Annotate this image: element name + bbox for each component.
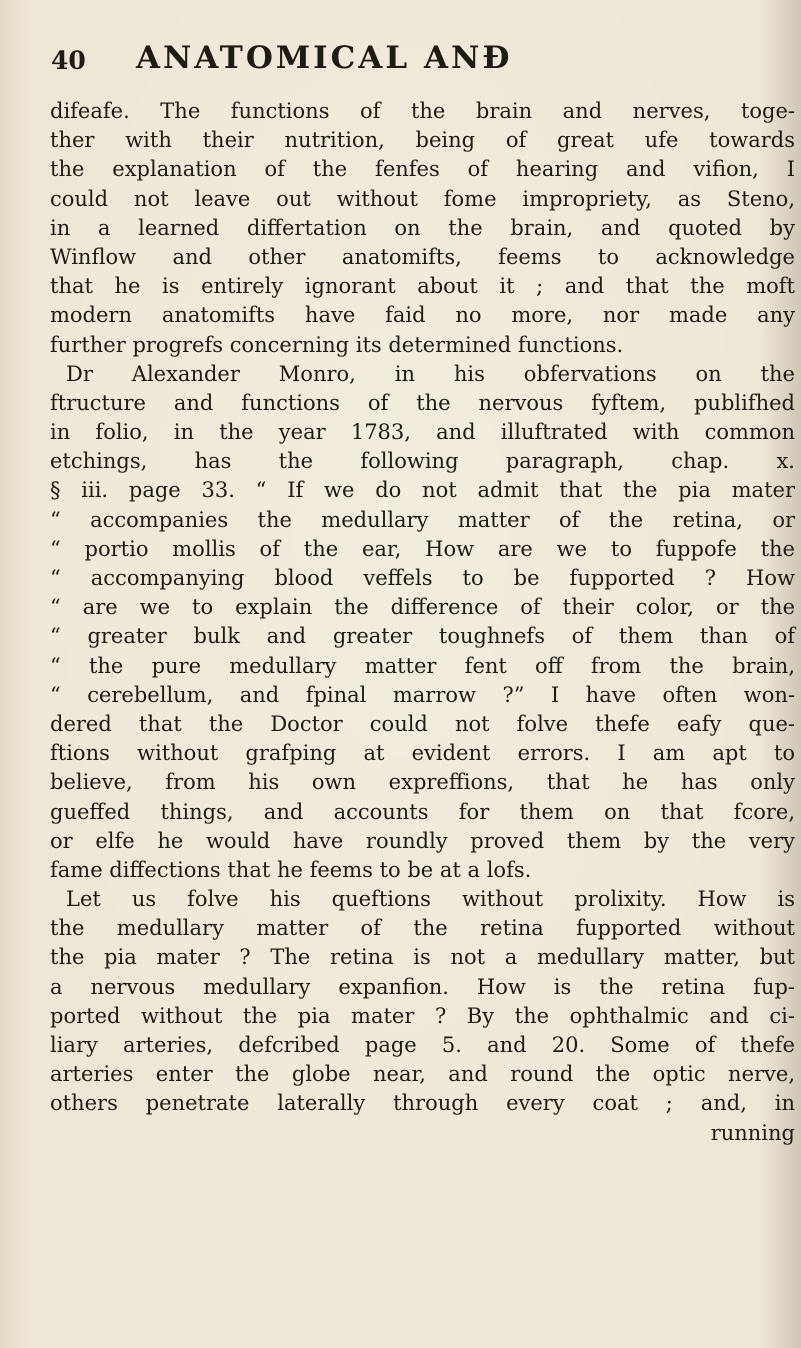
text-line: arteries enter the globe near, and round the optic nerve, xyxy=(50,1062,795,1087)
page-header xyxy=(0,40,801,90)
text-line: “ portio mollis of the ear, How are we to fuppofe the xyxy=(50,536,795,561)
text-line: gueffed things, and accounts for them on that fcore, xyxy=(50,799,795,824)
text-line: ported without the pia mater ? By the ophthalmic and ci- xyxy=(50,1003,795,1028)
text-line: in a learned differtation on the brain, and quoted by xyxy=(50,215,795,240)
text-line: ftions without grafping at evident errors. I am apt to xyxy=(50,741,795,766)
page-number: 40 xyxy=(51,46,86,75)
text-line: dered that the Doctor could not folve thefe eafy que- xyxy=(50,711,795,736)
text-line: the pia mater ? The retina is not a medullary matter, but xyxy=(50,945,795,970)
text-line: “ accompanies the medullary matter of the retina, or xyxy=(50,507,795,532)
text-line: etchings, has the following paragraph, chap. x. xyxy=(50,449,795,474)
text-line: “ are we to explain the difference of their color, or the xyxy=(50,595,795,620)
text-line: the medullary matter of the retina fupported without xyxy=(50,916,795,941)
text-line: in folio, in the year 1783, and illuftrated with common xyxy=(50,420,795,445)
text-line: difeafe. The functions of the brain and nerves, toge‑ xyxy=(50,99,795,123)
text-line: the explanation of the fenfes of hearing and vifion, I xyxy=(50,157,795,182)
catchword: running xyxy=(710,1120,795,1145)
text-line: ftructure and functions of the nervous fyftem, publifhed xyxy=(50,390,795,415)
text-line: “ accompanying blood veffels to be fupported ? How xyxy=(50,566,795,590)
text-line: further progrefs concerning its determined functions. xyxy=(50,332,624,357)
text-line: ther with their nutrition, being of great ufe towards xyxy=(50,128,795,153)
text-line: that he is entirely ignorant about it ; and that the moft xyxy=(50,274,795,299)
text-line: could not leave out without fome impropriety, as Steno, xyxy=(50,186,795,211)
text-line: or elfe he would have roundly proved them by the very xyxy=(50,828,795,853)
text-line: “ greater bulk and greater toughnefs of them than of xyxy=(50,624,795,649)
text-line: Let us folve his queftions without prolixity. How is xyxy=(66,887,795,912)
text-line: others penetrate laterally through every coat ; and, in xyxy=(50,1091,795,1116)
text-line: “ the pure medullary matter fent off from the brain, xyxy=(50,653,795,678)
text-line: Winflow and other anatomifts, feems to acknowledge xyxy=(50,244,795,269)
text-line: a nervous medullary expanfion. How is the retina fup- xyxy=(50,974,795,999)
text-line: believe, from his own expreffions, that he has only xyxy=(50,770,795,795)
text-line: § iii. page 33. “ If we do not admit that the pia mater xyxy=(50,478,795,503)
text-line: fame diffections that he feems to be at a lofs. xyxy=(50,857,532,882)
body-text xyxy=(50,97,795,1148)
text-line: modern anatomifts have faid no more, nor made any xyxy=(50,303,795,328)
text-line: Dr Alexander Monro, in his obfervations on the xyxy=(66,361,795,386)
text-line: “ cerebellum, and fpinal marrow ?” I have often won- xyxy=(50,682,795,707)
text-line: liary arteries, defcribed page 5. and 20. Some of thefe xyxy=(50,1033,795,1057)
running-head: ANATOMICAL ANĐ xyxy=(136,40,513,76)
